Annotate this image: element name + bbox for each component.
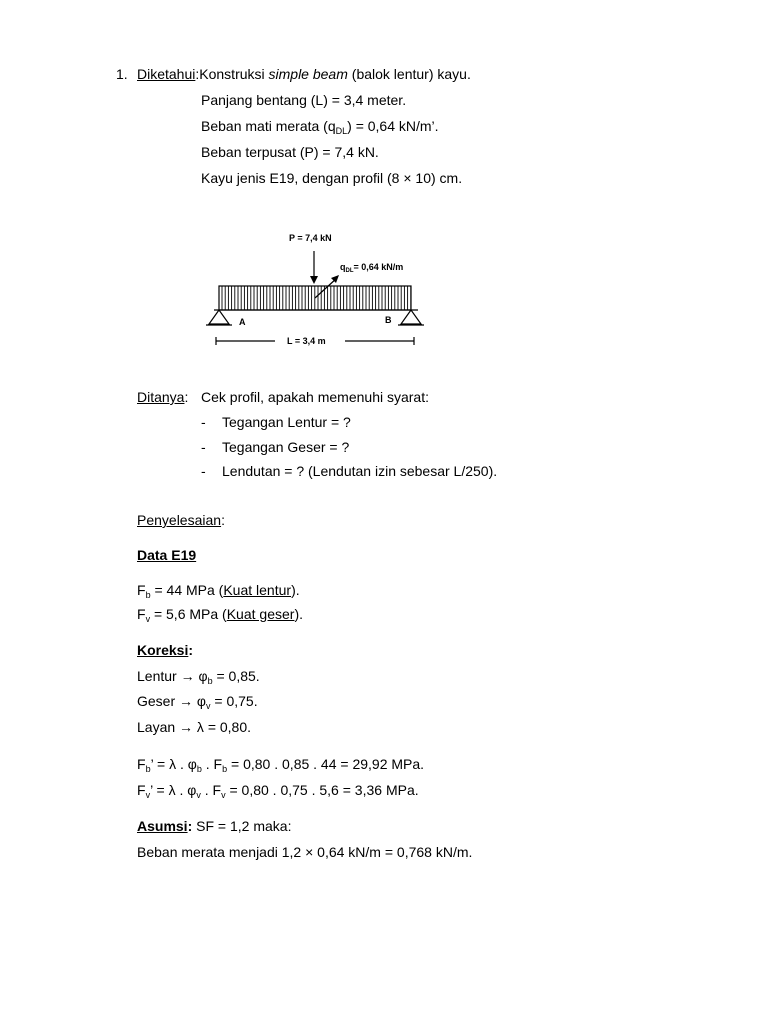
fbp-b: ’ = λ . φ xyxy=(150,756,197,772)
fb-sub: b xyxy=(145,590,151,600)
fvp-c: . F xyxy=(200,782,222,798)
given-line-1-italic: simple beam xyxy=(268,66,348,82)
asked-dash-1: - xyxy=(201,414,206,430)
asked-line xyxy=(137,389,188,406)
fvp-s2: v xyxy=(196,790,201,800)
given-line-1 xyxy=(137,66,471,83)
asked-intro: Cek profil, apakah memenuhi syarat: xyxy=(201,389,429,405)
given-line-1-a: Konstruksi xyxy=(199,66,269,82)
fv-line xyxy=(137,606,303,623)
lentur-c: = 0,85. xyxy=(212,668,260,684)
length-label: L = 3,4 m xyxy=(287,336,326,346)
fb-value: = 44 MPa ( xyxy=(150,582,224,598)
given-line-5: Kayu jenis E19, dengan profil (8 × 10) cm. xyxy=(201,170,463,186)
asumsi-text: SF = 1,2 maka: xyxy=(192,818,292,834)
lentur-line xyxy=(137,668,260,685)
asked-dash-3: - xyxy=(201,463,206,479)
fb-symbol: F xyxy=(137,582,146,598)
given-line-3 xyxy=(201,118,439,135)
support-a-label: A xyxy=(239,317,246,327)
support-b-label: B xyxy=(385,315,392,325)
geser-c: = 0,75. xyxy=(210,693,258,709)
fv-desc: Kuat geser xyxy=(226,606,295,622)
lentur-sub: b xyxy=(207,676,213,686)
solution-heading xyxy=(137,512,225,529)
layan-line: Layan → λ = 0,80. xyxy=(137,719,252,735)
given-line-2: Panjang bentang (L) = 3,4 meter. xyxy=(201,92,407,108)
fvp-b: ’ = λ . φ xyxy=(150,782,197,798)
fb-line xyxy=(137,582,300,599)
fbp-d: = 0,80 . 0,85 . 44 = 29,92 MPa. xyxy=(227,756,425,772)
data-e19-heading: Data E19 xyxy=(137,547,197,563)
given-label: Diketahui xyxy=(137,66,196,82)
geser-a: Geser → φ xyxy=(137,693,206,709)
point-load-arrowhead xyxy=(310,276,318,284)
geser-line xyxy=(137,693,258,710)
given-line-3-sub: DL xyxy=(335,126,348,136)
asked-label: Ditanya xyxy=(137,389,185,405)
q-symbol: q xyxy=(340,262,346,272)
beban-line: Beban merata menjadi 1,2 × 0,64 kN/m = 0,768 kN/m. xyxy=(137,844,473,860)
fbp-s3: b xyxy=(222,764,228,774)
beam-diagram xyxy=(203,228,429,350)
asked-item-deflection: Lendutan = ? (Lendutan izin sebesar L/250). xyxy=(222,463,498,479)
fv-symbol: F xyxy=(137,606,146,622)
lentur-a: Lentur → φ xyxy=(137,668,208,684)
fvp-s3: v xyxy=(221,790,226,800)
fb-prime-line xyxy=(137,756,424,773)
problem-number: 1. xyxy=(116,66,128,82)
asumsi-line xyxy=(137,818,291,835)
koreksi-colon: : xyxy=(188,642,194,658)
fbp-s1: b xyxy=(145,764,151,774)
fvp-d: = 0,80 . 0,75 . 5,6 = 3,36 MPa. xyxy=(225,782,419,798)
q-value: = 0,64 kN/m xyxy=(353,262,404,272)
asked-colon: : xyxy=(184,389,189,405)
given-line-3-a: Beban mati merata (q xyxy=(201,118,336,134)
fv-sub: v xyxy=(145,614,151,624)
point-load-label: P = 7,4 kN xyxy=(289,233,332,243)
fv-prime-line xyxy=(137,782,419,799)
geser-sub: v xyxy=(205,701,211,711)
asumsi-label: Asumsi xyxy=(137,818,188,834)
solution-colon: : xyxy=(221,512,225,528)
support-b-icon xyxy=(401,310,421,324)
fbp-c: . F xyxy=(201,756,223,772)
koreksi-heading xyxy=(137,642,193,659)
fv-value: = 5,6 MPa ( xyxy=(150,606,227,622)
support-a-icon xyxy=(209,310,229,324)
fb-end: ). xyxy=(291,582,300,598)
given-line-3-c: ) = 0,64 kN/m’. xyxy=(347,118,439,134)
solution-label: Penyelesaian xyxy=(137,512,222,528)
fbp-s2: b xyxy=(196,764,202,774)
fv-end: ). xyxy=(294,606,303,622)
distributed-load-label xyxy=(340,262,403,274)
koreksi-label: Koreksi xyxy=(137,642,189,658)
fbp-a: F xyxy=(137,756,146,772)
given-colon: : xyxy=(195,66,200,82)
fb-desc: Kuat lentur xyxy=(223,582,292,598)
asked-item-bending-stress: Tegangan Lentur = ? xyxy=(222,414,351,430)
asked-dash-2: - xyxy=(201,439,206,455)
asumsi-colon: : xyxy=(187,818,193,834)
beam-hatching xyxy=(222,286,411,310)
fvp-a: F xyxy=(137,782,146,798)
q-subscript: DL xyxy=(345,268,354,274)
given-line-1-c: (balok lentur) kayu. xyxy=(347,66,471,82)
given-line-4: Beban terpusat (P) = 7,4 kN. xyxy=(201,144,379,160)
asked-item-shear-stress: Tegangan Geser = ? xyxy=(222,439,350,455)
fvp-s1: v xyxy=(145,790,151,800)
